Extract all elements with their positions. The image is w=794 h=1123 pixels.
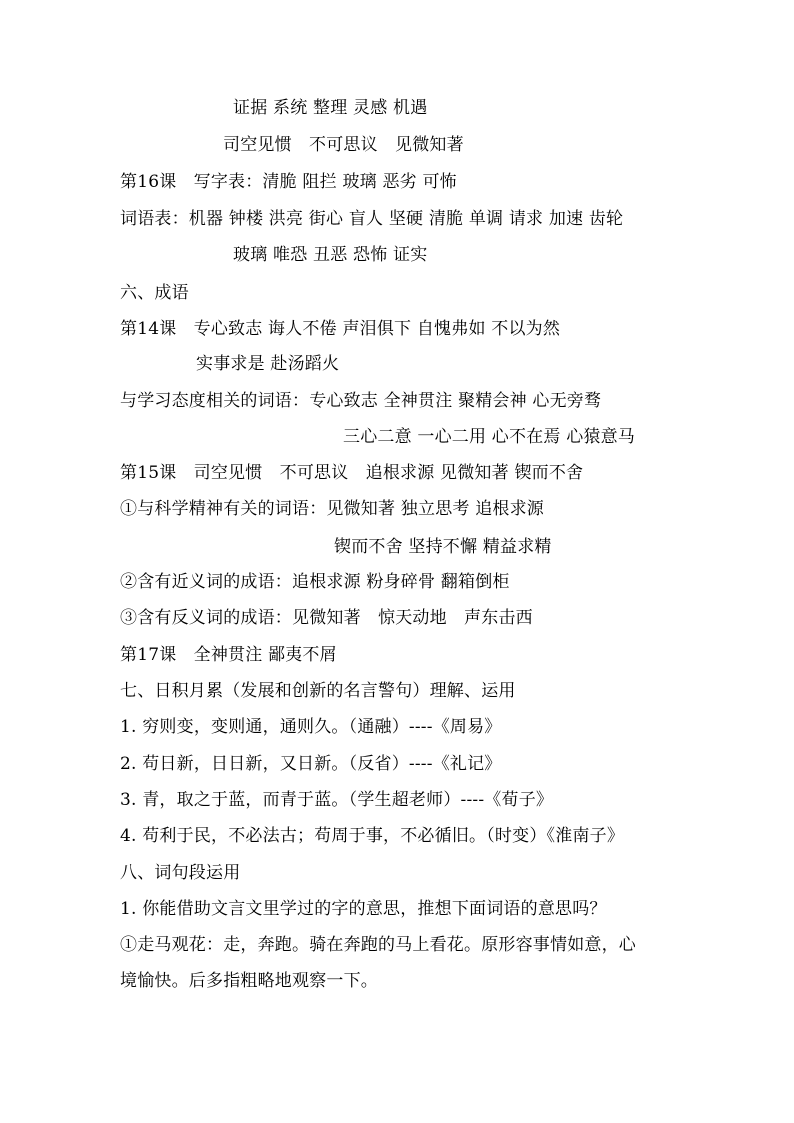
section-7-heading: 七、日积月累（发展和创新的名言警句）理解、运用 (120, 681, 516, 701)
lesson-14-idioms-cont: 实事求是 赴汤蹈火 (196, 354, 340, 374)
exercise-1-question: 1. 你能借助文言文里学过的字的意思，推想下面词语的意思吗？ (120, 899, 607, 919)
study-attitude-words-cont: 三心二意 一心二用 心不在焉 心猿意马 (343, 427, 636, 447)
study-attitude-words: 与学习态度相关的词语：专心致志 全神贯注 聚精会神 心无旁骛 (120, 391, 602, 411)
lesson-17-idioms: 第17课 全神贯注 鄙夷不屑 (120, 645, 337, 665)
quote-3: 3. 青，取之于蓝，而青于蓝。（学生超老师）----《荀子》 (120, 790, 554, 810)
quote-4: 4. 苟利于民，不必法古；苟周于事，不必循旧。（时变）《淮南子》 (120, 826, 625, 846)
science-spirit-words: ①与科学精神有关的词语：见微知著 独立思考 追根求源 (120, 499, 545, 519)
lesson-16-vocab-table-cont: 玻璃 唯恐 丑恶 恐怖 证实 (233, 245, 428, 265)
antonym-idioms: ③含有反义词的成语：见微知著 惊天动地 声东击西 (120, 608, 533, 628)
exercise-1-item-1-cont: 境愉快。后多指粗略地观察一下。 (120, 971, 378, 991)
exercise-1-item-1: ①走马观花：走，奔跑。骑在奔跑的马上看花。原形容事情如意，心 (120, 935, 636, 955)
lesson-16-writing-table: 第16课 写字表：清脆 阻拦 玻璃 恶劣 可怖 (120, 172, 457, 192)
section-8-heading: 八、词句段运用 (120, 863, 241, 883)
science-spirit-words-cont: 锲而不舍 坚持不懈 精益求精 (334, 537, 552, 557)
quote-1: 1. 穷则变，变则通，通则久。（通融）----《周易》 (120, 717, 502, 737)
section-6-heading: 六、成语 (120, 283, 189, 303)
synonym-idioms: ②含有近义词的成语：追根求源 粉身碎骨 翻箱倒柜 (120, 572, 510, 592)
lesson-16-vocab-table: 词语表：机器 钟楼 洪亮 街心 盲人 坚硬 清脆 单调 请求 加速 齿轮 (120, 209, 624, 229)
lesson-15-idioms: 第15课 司空见惯 不可思议 追根求源 见微知著 锲而不舍 (120, 463, 584, 483)
lesson-14-idioms: 第14课 专心致志 诲人不倦 声泪俱下 自愧弗如 不以为然 (120, 319, 561, 339)
idiom-line-continued: 司空见惯 不可思议 见微知著 (223, 135, 464, 155)
vocab-line-continued: 证据 系统 整理 灵感 机遇 (233, 98, 428, 118)
quote-2: 2. 苟日新，日日新，又日新。（反省）----《礼记》 (120, 754, 502, 774)
